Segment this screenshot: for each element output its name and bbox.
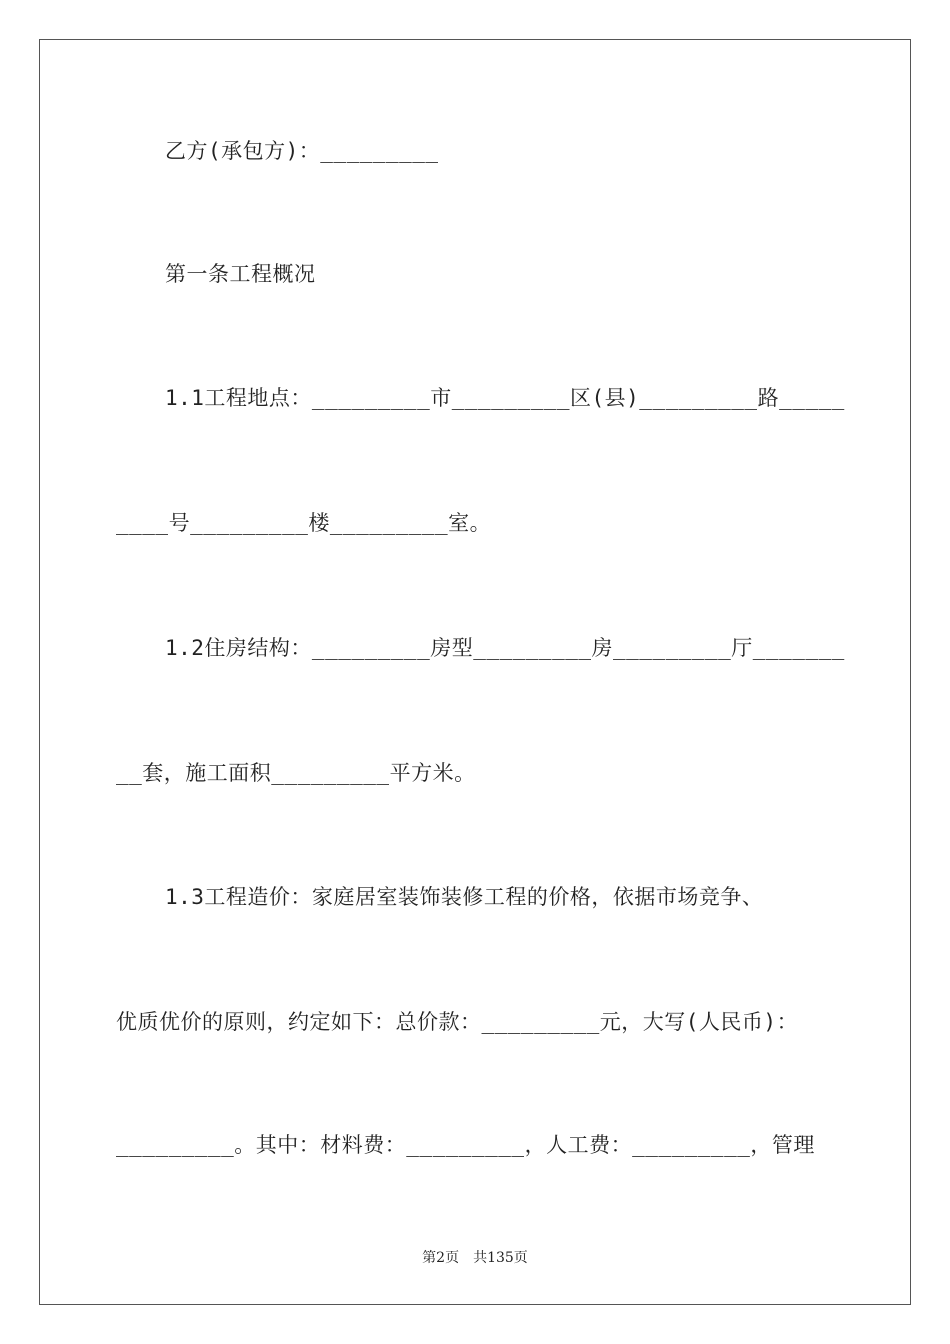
page-frame — [39, 39, 911, 1305]
clause-1-2-line-2: __套，施工面积_________平方米。 — [116, 761, 476, 785]
clause-1-2-line-1: 1.2住房结构：_________房型_________房_________厅_______ — [165, 636, 845, 660]
clause-1-3-line-3: _________。其中：材料费：_________，人工费：_________，管理 — [116, 1133, 815, 1157]
article-one-heading: 第一条工程概况 — [165, 262, 316, 286]
page-number-footer: 第2页 共135页 — [422, 1250, 528, 1266]
clause-1-1-line-2: ____号_________楼_________室。 — [116, 511, 492, 535]
clause-1-3-line-1: 1.3工程造价：家庭居室装饰装修工程的价格，依据市场竞争、 — [165, 885, 764, 909]
party-b-line: 乙方(承包方)：_________ — [165, 139, 439, 163]
clause-1-1-line-1: 1.1工程地点：_________市_________区(县)_________路_____ — [165, 386, 845, 410]
clause-1-3-line-2: 优质优价的原则，约定如下：总价款：_________元，大写(人民币)： — [116, 1010, 799, 1034]
